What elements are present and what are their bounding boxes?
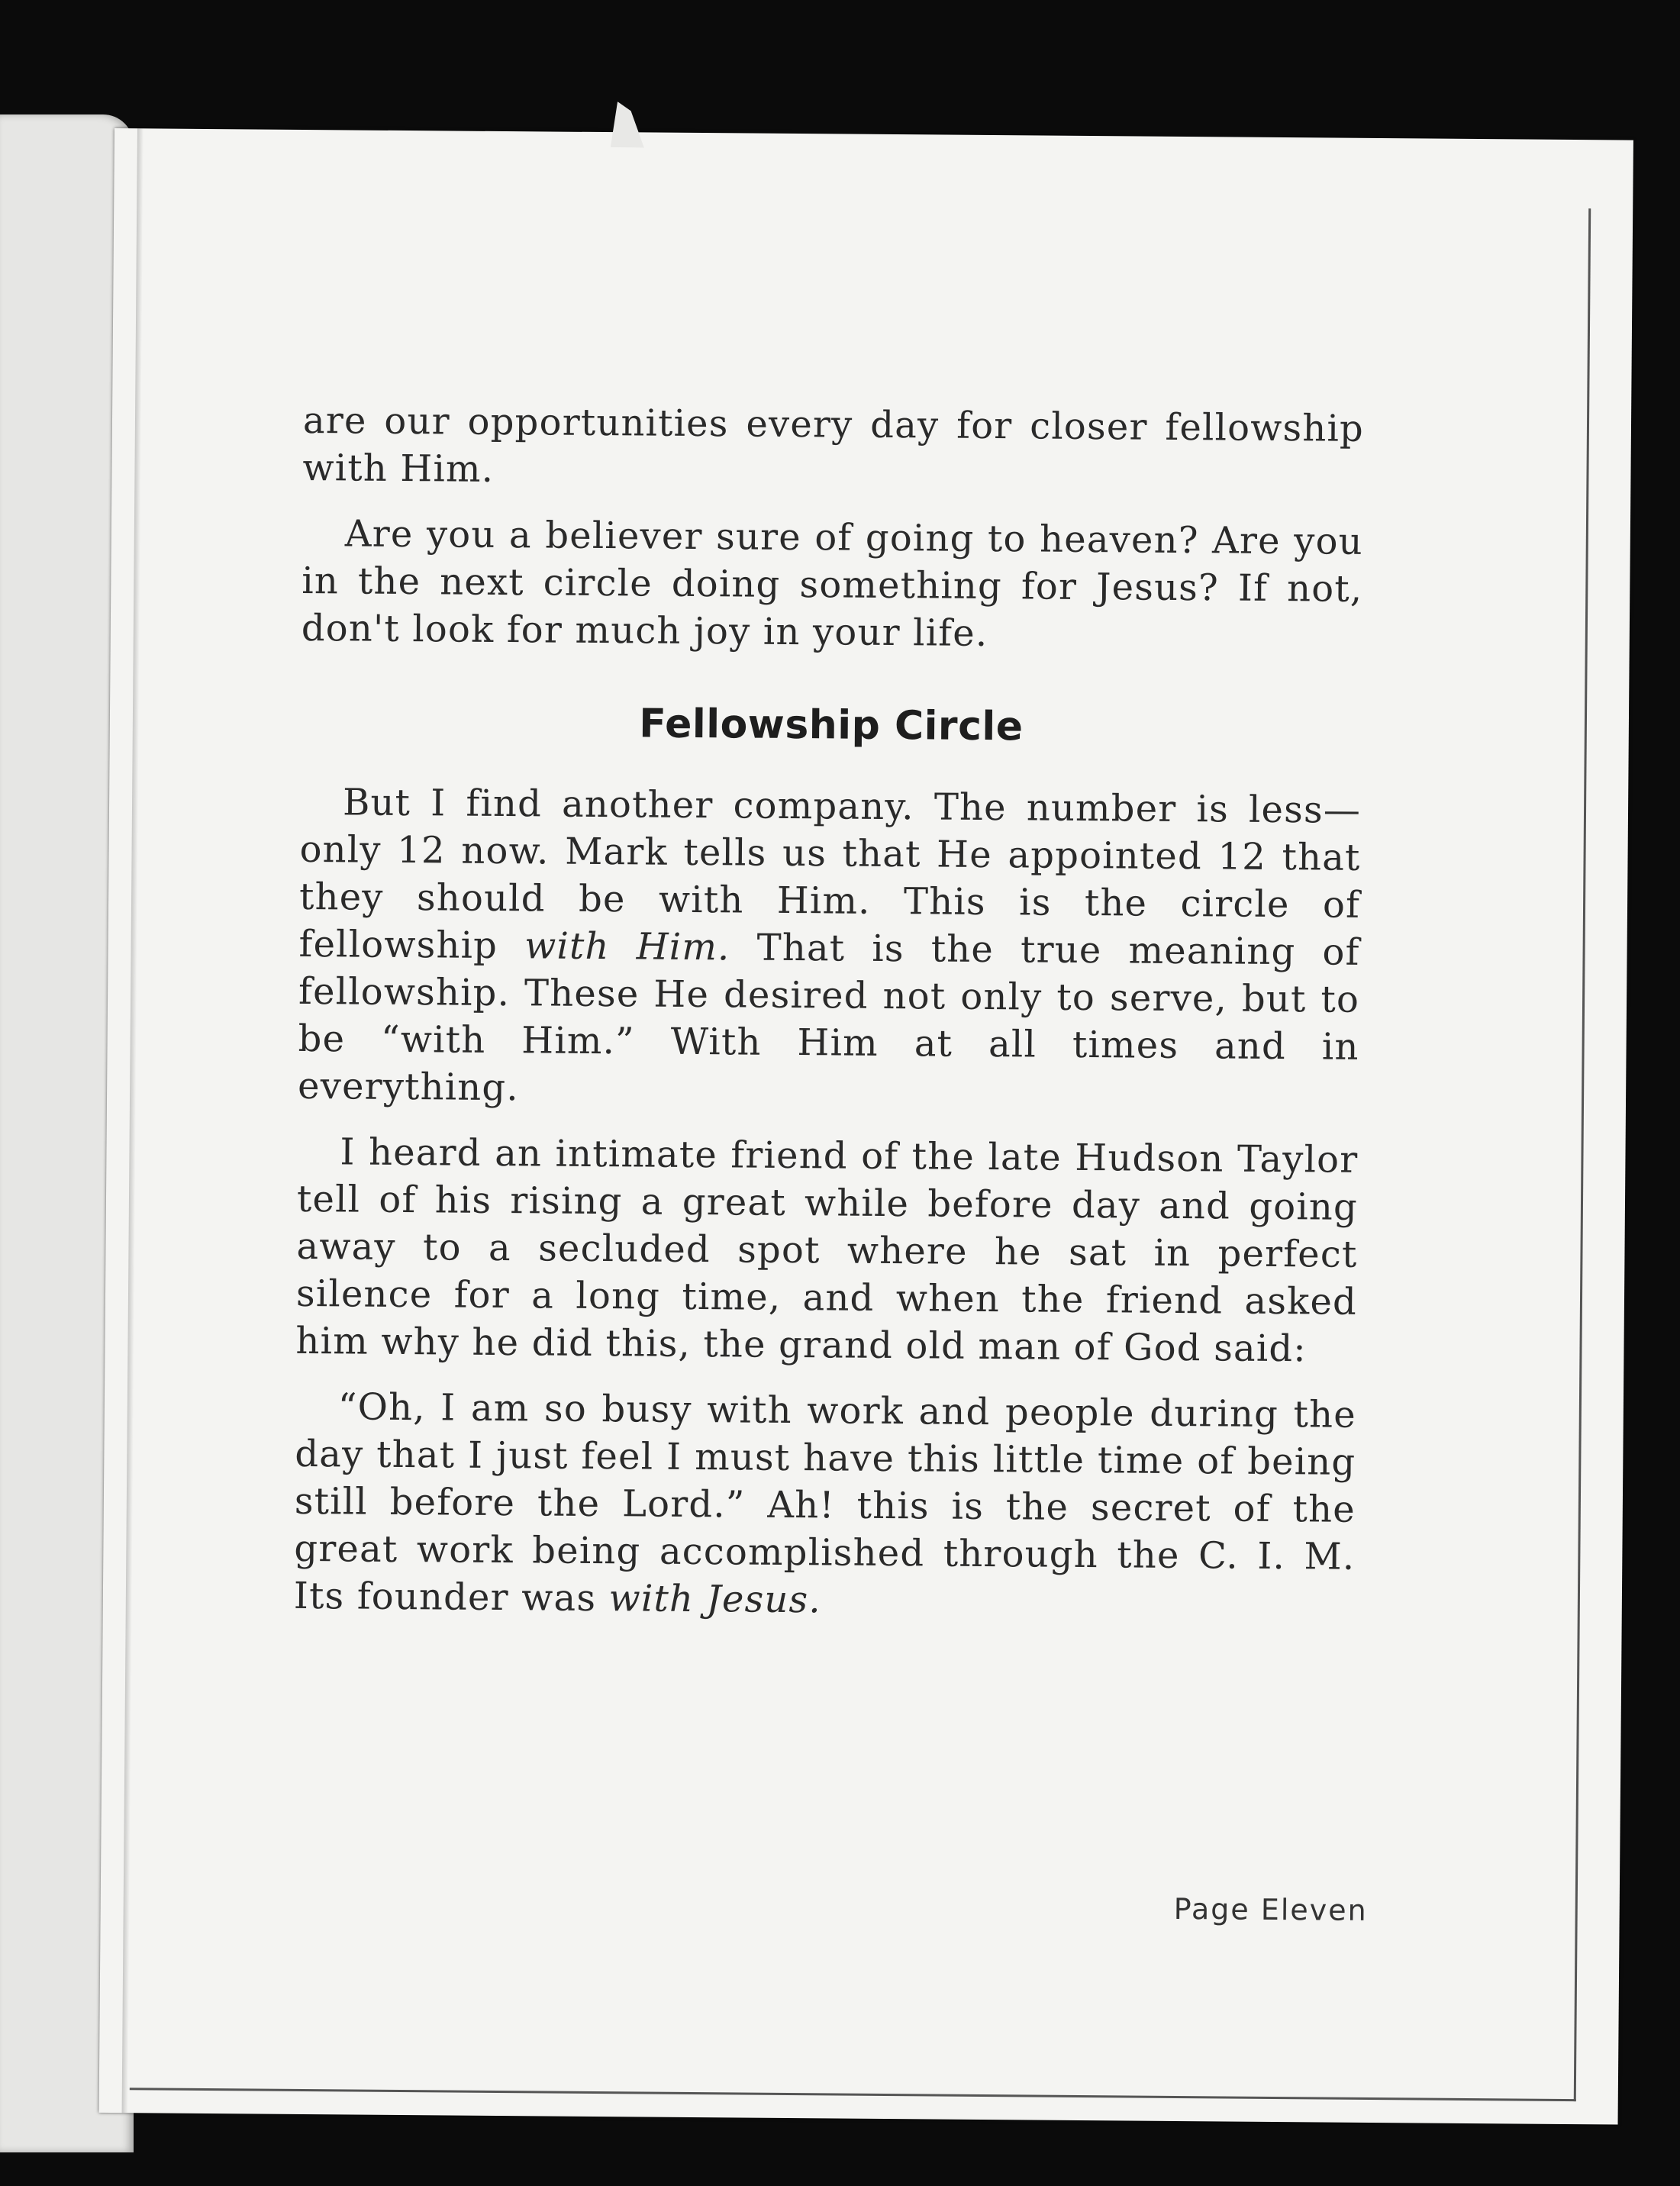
booklet-page	[99, 128, 1633, 2125]
text-column	[293, 397, 1364, 1646]
section-heading: Fellowship Circle	[639, 701, 1024, 750]
fellowship-text-2: That is the true meaning of fellowship. These He desired not only to serve, but to be “with Him.” With Him at all times and in everything.	[297, 926, 1360, 1110]
fellowship-emphasis: with Him.	[524, 924, 730, 969]
paragraph-fellowship	[298, 779, 1361, 1118]
page-tear	[611, 102, 644, 147]
fellowship-text-1: But I find another company. The number is less—only 12 now. Mark tells us that He appointed 12 that they should be with Him. This is the circle of fellowship	[298, 781, 1362, 968]
paragraph-continuation: are our opportunities every day for closer fellowship with Him.	[302, 398, 1365, 491]
page-number: Page Eleven	[1173, 1891, 1368, 1927]
quote-text: “Oh, I am so busy with work and people during the day that I just feel I must have this little time of being still before the Lord.” Ah! this is the secret of the great work being accomplished through the C. I. M. Its founder was	[293, 1385, 1357, 1620]
paragraph-quote	[294, 1383, 1356, 1628]
paragraph-hudson-taylor: I heard an intimate friend of the late Hudson Taylor tell of his rising a great while before day and going away to a secluded spot where he sat in perfect silence for a long time, and when the friend asked him why he did this, the grand old man of God said:	[295, 1130, 1359, 1371]
quote-emphasis: with Jesus.	[608, 1577, 822, 1622]
paragraph-believer-question: Are you a believer sure of going to heaven? Are you in the next circle doing something for Jesus? If not, don't look for much joy in your life.	[301, 512, 1364, 656]
